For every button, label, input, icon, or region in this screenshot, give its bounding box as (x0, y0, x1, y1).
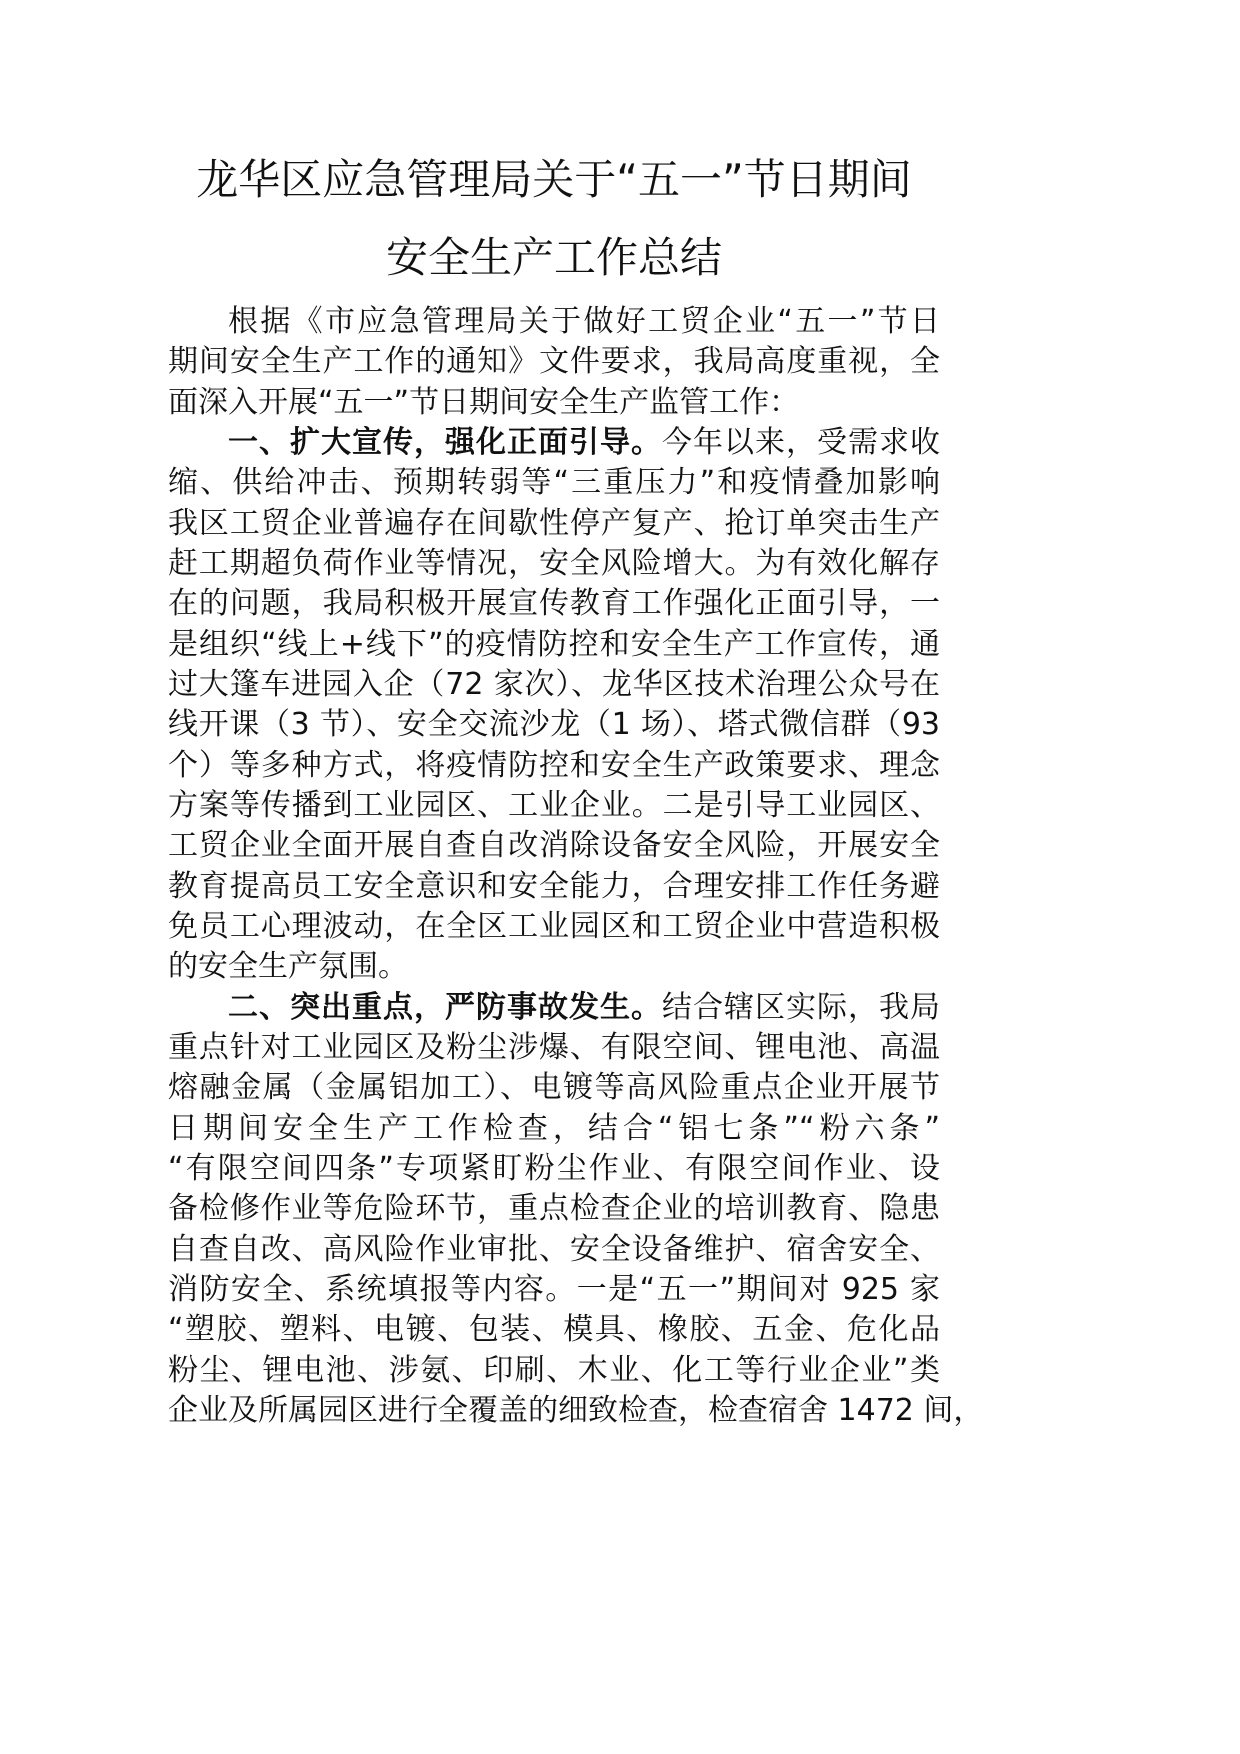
paragraph-line (168, 988, 940, 1028)
paragraph-line: 方案等传播到工业园区、工业企业。二是引导工业园区、 (168, 787, 940, 823)
paragraph-text: 结合辖区实际，我局 (662, 989, 940, 1025)
paragraph-line: 企业及所属园区进行全覆盖的细致检查，检查宿舍 1472 间， (168, 1392, 984, 1428)
paragraph-line: 免员工心理波动，在全区工业园区和工贸企业中营造积极 (168, 908, 940, 944)
paragraph-line: 熔融金属（金属铝加工）、电镀等高风险重点企业开展节 (168, 1070, 940, 1106)
section-1-paragraph (168, 423, 940, 988)
paragraph-line: 根据《市应急管理局关于做好工贸企业“五一”节日 (228, 304, 940, 339)
paragraph-line: 面深入开展“五一”节日期间安全生产监管工作： (168, 384, 800, 420)
paragraph-text: 今年以来，受需求收 (662, 424, 940, 460)
paragraph-line: 教育提高员工安全意识和安全能力，合理安排工作任务避 (168, 868, 940, 904)
paragraph-line: 线开课（3 节）、安全交流沙龙（1 场）、塔式微信群（93 (168, 707, 940, 743)
paragraph-line: 重点针对工业园区及粉尘涉爆、有限空间、锂电池、高温 (168, 1029, 940, 1065)
section-2-heading: 二、突出重点，严防事故发生。 (228, 989, 662, 1025)
paragraph-line: 我区工贸企业普遍存在间歇性停产复产、抢订单突击生产 (168, 505, 940, 541)
paragraph-line: 消防安全、系统填报等内容。一是“五一”期间对 925 家 (168, 1271, 940, 1307)
intro-paragraph (168, 302, 940, 423)
paragraph-line: “有限空间四条”专项紧盯粉尘作业、有限空间作业、设 (168, 1150, 940, 1186)
document-body (168, 302, 984, 1431)
paragraph-line (168, 423, 940, 463)
section-2-paragraph (168, 988, 984, 1432)
paragraph-line: 粉尘、锂电池、涉氨、印刷、木业、化工等行业企业”类 (168, 1352, 940, 1388)
paragraph-line: 的安全生产氛围。 (168, 949, 408, 985)
paragraph-line: 个）等多种方式，将疫情防控和安全生产政策要求、理念 (168, 747, 940, 783)
title-line-2: 安全生产工作总结 (385, 233, 722, 282)
document-title (168, 141, 940, 297)
title-line-1: 龙华区应急管理局关于“五一”节日期间 (196, 155, 912, 204)
paragraph-line: 过大篷车进园入企（72 家次）、龙华区技术治理公众号在 (168, 666, 940, 702)
section-1-heading: 一、扩大宣传，强化正面引导。 (228, 424, 662, 460)
paragraph-line: 工贸企业全面开展自查自改消除设备安全风险，开展安全 (168, 828, 940, 864)
paragraph-line: 是组织“线上+线下”的疫情防控和安全生产工作宣传，通 (168, 626, 940, 662)
paragraph-line: 备检修作业等危险环节，重点检查企业的培训教育、隐患 (168, 1191, 940, 1227)
paragraph-line: 在的问题，我局积极开展宣传教育工作强化正面引导，一 (168, 586, 940, 622)
paragraph-line: 缩、供给冲击、预期转弱等“三重压力”和疫情叠加影响 (168, 465, 940, 501)
paragraph-line: “塑胶、塑料、电镀、包装、模具、橡胶、五金、危化品 (168, 1312, 940, 1348)
paragraph-line: 日期间安全生产工作检查，结合“铝七条”“粉六条” (168, 1110, 940, 1146)
paragraph-line: 赶工期超负荷作业等情况，安全风险增大。为有效化解存 (168, 545, 940, 581)
paragraph-line: 自查自改、高风险作业审批、安全设备维护、宿舍安全、 (168, 1231, 940, 1267)
paragraph-line: 期间安全生产工作的通知》文件要求，我局高度重视，全 (168, 344, 940, 380)
